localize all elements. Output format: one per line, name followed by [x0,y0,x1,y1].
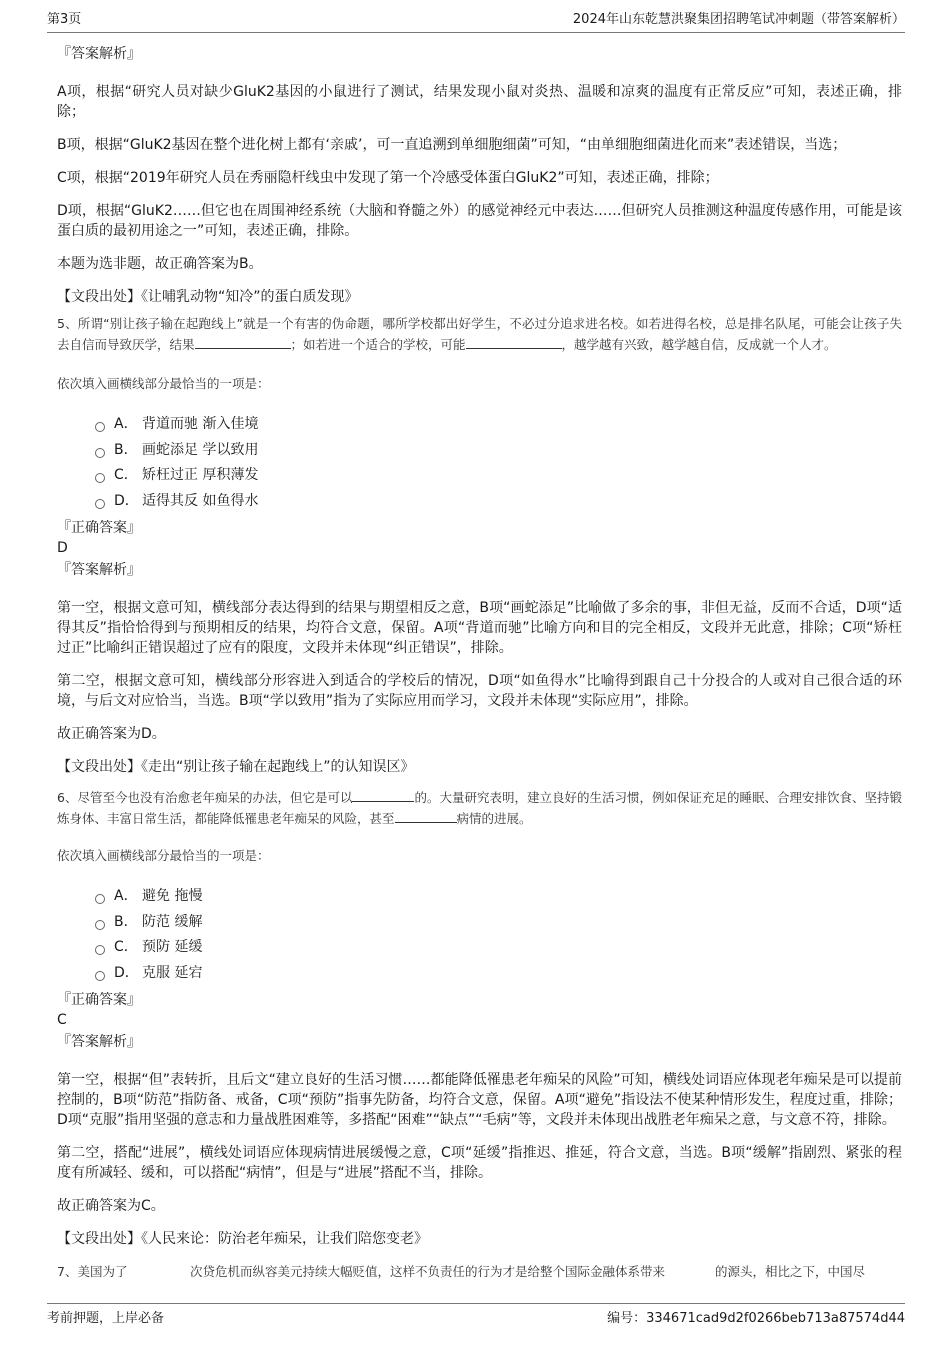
q5-correct-answer: D [57,540,68,556]
q4-analysis-c: C项，根据“2019年研究人员在秀丽隐杆线虫中发现了第一个冷感受体蛋白GluK2”可知，表述正确，排除； [57,170,719,186]
q6-stem: 6、尽管至今也没有治愈老年痴呆的办法，但它是可以 的。大量研究表明，建立良好的生活习惯，例如保证充足的睡眠、合理安排饮食、坚持锻炼身体、丰富日常生活，都能降低罹患老年痴呆的风险，甚至 病情的进展。 [57,787,902,829]
q5-stem: 5、所谓“别让孩子输在起跑线上”就是一个有害的伪命题，哪所学校都出好学生，不必过分追求进名校。如若进得名校，总是排名队尾，可能会让孩子失去自信而导致厌学，结果 ；如若进一个适合的学校，可能 ，越学越有兴致，越学越自信，反成就一个人才。 [57,316,902,352]
q4-conclusion: 本题为选非题，故正确答案为B。 [57,256,263,272]
q6-prompt: 依次填入画横线部分最恰当的一项是： [57,848,270,863]
radio-icon[interactable] [95,422,105,432]
q5-option-d[interactable]: D． 适得其反 如鱼得水 [95,489,902,515]
q6-analysis-2: 第二空，搭配“进展”，横线处词语应体现病情进展缓慢之意，C项“延缓”指推迟、推延，符合文意，当选。B项“缓解”指剧烈、紧张的程度有所减轻、缓和，可以搭配“病情”，但是与“进展”搭配不当，排除。 [57,1145,902,1181]
q5-conclusion: 故正确答案为D。 [57,726,166,742]
q5-option-a[interactable]: A． 背道而驰 渐入佳境 [95,412,902,438]
q6-conclusion: 故正确答案为C。 [57,1198,165,1214]
q6-option-a[interactable]: A． 避免 拖慢 [95,884,902,910]
radio-icon[interactable] [95,448,105,458]
q6-correct-answer: C [57,1012,67,1028]
q6-correct-label: 『正确答案』 [57,992,141,1008]
q6-blank-1 [352,787,414,802]
q6-option-d[interactable]: D． 克服 延宕 [95,961,902,987]
q4-analysis-a: A项，根据“研究人员对缺少GluK2基因的小鼠进行了测试，结果发现小鼠对炎热、温暖和凉爽的温度有正常反应”可知，表述正确，排除； [57,84,902,120]
document-code: 编号：334671cad9d2f0266beb713a87574d44 [607,1311,905,1326]
q6-option-c[interactable]: C． 预防 延缓 [95,935,902,961]
q4-source: 【文段出处】《让哺乳动物“知冷”的蛋白质发现》 [57,289,359,305]
q6-options [95,884,902,986]
q6-blank-2 [395,808,457,823]
page-number: 第3页 [47,12,82,27]
page-footer [47,1303,905,1334]
q4-analysis-label: 『答案解析』 [57,46,141,62]
q5-analysis-2: 第二空，根据文意可知，横线部分形容进入到适合的学校后的情况，D项“如鱼得水”比喻得到跟自己十分投合的人或对自己很合适的环境，与后文对应恰当，当选。B项“学以致用”指为了实际应用而学习，文段并未体现“实际应用”，排除。 [57,673,902,709]
q5-option-c[interactable]: C． 矫枉过正 厚积薄发 [95,463,902,489]
radio-icon[interactable] [95,499,105,509]
page-content [57,44,902,1292]
q6-option-b[interactable]: B． 防范 缓解 [95,910,902,936]
radio-icon[interactable] [95,894,105,904]
document-title: 2024年山东乾慧洪聚集团招聘笔试冲刺题（带答案解析） [572,12,905,27]
q5-analysis-1: 第一空，根据文意可知，横线部分表达得到的结果与期望相反之意，B项“画蛇添足”比喻做了多余的事，非但无益，反而不合适，D项“适得其反”指恰恰得到与预期相反的结果，均符合文意，保留。A项“背道而驰”比喻方向和目的完全相反，文段并无此意，排除；C项“矫枉过正”比喻纠正错误超过了应有的限度，文段并未体现“纠正错误”，排除。 [57,600,902,656]
q5-blank-2 [466,334,562,349]
radio-icon[interactable] [95,473,105,483]
radio-icon[interactable] [95,945,105,955]
q5-prompt: 依次填入画横线部分最恰当的一项是： [57,376,270,391]
q5-correct-label: 『正确答案』 [57,520,141,536]
q6-source: 【文段出处】《人民来论：防治老年痴呆，让我们陪您变老》 [57,1231,428,1247]
q5-options [95,412,902,514]
footer-slogan: 考前押题，上岸必备 [47,1311,165,1326]
radio-icon[interactable] [95,971,105,981]
q6-analysis-1: 第一空，根据“但”表转折，且后文“建立良好的生活习惯……都能降低罹患老年痴呆的风险”可知，横线处词语应体现老年痴呆是可以提前控制的，B项“防范”指防备、戒备，C项“预防”指事先防备，均符合文意，保留。A项“避免”指设法不使某种情形发生，程度过重，排除；D项“克服”指用坚强的意志和力量战胜困难等，多搭配“困难”“缺点”“毛病”等，文段并未体现出战胜老年痴呆之意，与文意不符，排除。 [57,1072,902,1128]
q5-analysis-label: 『答案解析』 [57,562,141,578]
page-header [47,8,905,33]
radio-icon[interactable] [95,920,105,930]
q5-source: 【文段出处】《走出“别让孩子输在起跑线上”的认知误区》 [57,759,415,775]
q4-analysis-b: B项，根据“GluK2基因在整个进化树上都有‘亲戚’，可一直追溯到单细胞细菌”可知，“由单细胞细菌进化而来”表述错误，当选； [57,137,847,153]
q4-analysis-d: D项，根据“GluK2……但它也在周围神经系统（大脑和脊髓之外）的感觉神经元中表达……但研究人员推测这种温度传感作用，可能是该蛋白质的最初用途之一”可知，表述正确，排除。 [57,203,902,239]
q5-blank-1 [195,334,291,349]
q6-analysis-label: 『答案解析』 [57,1034,141,1050]
q7-stem-partial: 7、美国为了 次贷危机而纵容美元持续大幅贬值，这样不负责任的行为才是给整个国际金融体系带来 的源头，相比之下，中国尽 [57,1263,865,1279]
q5-option-b[interactable]: B． 画蛇添足 学以致用 [95,438,902,464]
